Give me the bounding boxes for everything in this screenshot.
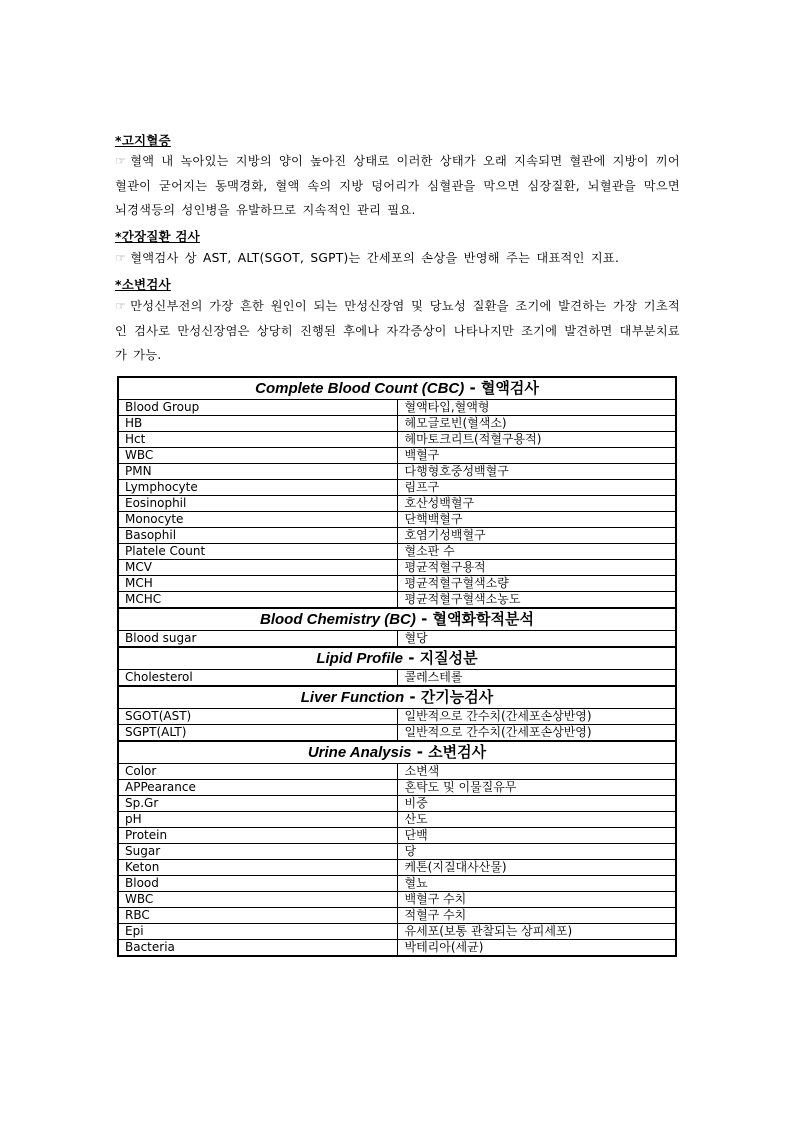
test-name-cell: Color xyxy=(118,764,397,780)
table-row xyxy=(118,576,676,592)
group-header-english: Complete Blood Count (CBC) xyxy=(255,380,465,397)
test-name-cell: Epi xyxy=(118,924,397,940)
paragraph-text: 혈액 내 녹아있는 지방의 양이 높아진 상태로 이러한 상태가 오래 지속되면 혈관에 지방이 끼어 혈관이 굳어지는 동맥경화, 혈액 속의 지방 덩어리가 심혈관을 막으면 심장질환, 뇌혈관을 막으면 뇌경색등의 성인병을 유발하므로 지속적인 관리 필요. xyxy=(115,154,680,217)
test-name-cell: Blood Group xyxy=(118,400,397,416)
test-description-cell: 콜레스테롤 xyxy=(397,670,676,687)
test-name-cell: WBC xyxy=(118,892,397,908)
test-description-cell: 평균적혈구용적 xyxy=(397,560,676,576)
test-description-cell: 혈당 xyxy=(397,631,676,648)
test-name-cell: PMN xyxy=(118,464,397,480)
section-text-hyperlipidemia xyxy=(115,149,680,223)
test-description-cell: 소변색 xyxy=(397,764,676,780)
test-name-cell: Blood xyxy=(118,876,397,892)
test-name-cell: MCV xyxy=(118,560,397,576)
test-name-cell: SGPT(ALT) xyxy=(118,725,397,742)
test-name-cell: Bacteria xyxy=(118,940,397,957)
table-row xyxy=(118,512,676,528)
test-description-cell: 림프구 xyxy=(397,480,676,496)
paragraph-text: 혈액검사 상 AST, ALT(SGOT, SGPT)는 간세포의 손상을 반영해 주는 대표적인 지표. xyxy=(130,251,620,265)
test-name-cell: APPearance xyxy=(118,780,397,796)
test-description-cell: 헤모글로빈(혈색소) xyxy=(397,416,676,432)
table-row xyxy=(118,860,676,876)
group-header-cell xyxy=(118,647,676,670)
test-name-cell: Lymphocyte xyxy=(118,480,397,496)
table-row xyxy=(118,448,676,464)
table-row xyxy=(118,709,676,725)
table-group-header xyxy=(118,686,676,709)
section-text-urine-test xyxy=(115,294,680,368)
table-row xyxy=(118,796,676,812)
table-row xyxy=(118,892,676,908)
test-description-cell: 백혈구 수치 xyxy=(397,892,676,908)
group-header-korean: - 혈액화학적분석 xyxy=(415,610,534,628)
test-description-cell: 다행형호중성백혈구 xyxy=(397,464,676,480)
table-row xyxy=(118,631,676,648)
test-name-cell: Sugar xyxy=(118,844,397,860)
test-description-cell: 헤마토크리트(적혈구용적) xyxy=(397,432,676,448)
section-title-urine-test: *소변검사 xyxy=(115,277,171,292)
table-row xyxy=(118,670,676,687)
table-row xyxy=(118,924,676,940)
test-name-cell: RBC xyxy=(118,908,397,924)
test-name-cell: Keton xyxy=(118,860,397,876)
test-description-cell: 유세포(보통 관찰되는 상피세포) xyxy=(397,924,676,940)
test-description-cell: 비중 xyxy=(397,796,676,812)
table-row xyxy=(118,876,676,892)
lab-test-table xyxy=(117,376,677,957)
test-name-cell: Eosinophil xyxy=(118,496,397,512)
test-description-cell: 호산성백혈구 xyxy=(397,496,676,512)
test-name-cell: Basophil xyxy=(118,528,397,544)
group-header-cell xyxy=(118,377,676,400)
test-description-cell: 일반적으로 간수치(간세포손상반영) xyxy=(397,709,676,725)
test-name-cell: Blood sugar xyxy=(118,631,397,648)
table-row xyxy=(118,560,676,576)
pointing-hand-icon: ☞ xyxy=(115,154,127,168)
test-description-cell: 평균적혈구혈색소농도 xyxy=(397,592,676,609)
group-header-korean: - 지질성분 xyxy=(403,649,478,667)
test-description-cell: 케톤(지질대사산물) xyxy=(397,860,676,876)
test-description-cell: 혈액타입,혈액형 xyxy=(397,400,676,416)
group-header-korean: - 소변검사 xyxy=(411,743,487,761)
test-description-cell: 일반적으로 간수치(간세포손상반영) xyxy=(397,725,676,742)
table-row xyxy=(118,528,676,544)
table-group-header xyxy=(118,377,676,400)
pointing-hand-icon: ☞ xyxy=(115,299,127,313)
table-row xyxy=(118,908,676,924)
test-description-cell: 당 xyxy=(397,844,676,860)
test-description-cell: 혈소판 수 xyxy=(397,544,676,560)
table-row xyxy=(118,844,676,860)
test-name-cell: Monocyte xyxy=(118,512,397,528)
test-description-cell: 혼탁도 및 이물질유무 xyxy=(397,780,676,796)
section-title-hyperlipidemia: *고지혈증 xyxy=(115,133,171,148)
test-name-cell: Platele Count xyxy=(118,544,397,560)
test-description-cell: 산도 xyxy=(397,812,676,828)
table-group-header xyxy=(118,647,676,670)
table-row xyxy=(118,480,676,496)
group-header-cell xyxy=(118,741,676,764)
group-header-english: Lipid Profile xyxy=(316,650,404,667)
test-name-cell: MCHC xyxy=(118,592,397,609)
table-row xyxy=(118,496,676,512)
table-group-header xyxy=(118,608,676,631)
pointing-hand-icon: ☞ xyxy=(115,251,127,265)
table-row xyxy=(118,780,676,796)
group-header-english: Liver Function xyxy=(300,689,405,706)
group-header-korean: - 간기능검사 xyxy=(404,688,494,706)
table-row xyxy=(118,592,676,609)
test-description-cell: 단백 xyxy=(397,828,676,844)
test-name-cell: Cholesterol xyxy=(118,670,397,687)
test-description-cell: 혈뇨 xyxy=(397,876,676,892)
group-header-english: Urine Analysis xyxy=(307,744,412,761)
section-title-liver-test: *간장질환 검사 xyxy=(115,229,200,244)
group-header-cell xyxy=(118,608,676,631)
group-header-cell xyxy=(118,686,676,709)
table-row xyxy=(118,400,676,416)
test-name-cell: Protein xyxy=(118,828,397,844)
section-text-liver-test xyxy=(115,246,680,271)
test-name-cell: WBC xyxy=(118,448,397,464)
table-row xyxy=(118,544,676,560)
group-header-english: Blood Chemistry (BC) xyxy=(260,611,416,628)
table-row xyxy=(118,828,676,844)
group-header-korean: - 혈액검사 xyxy=(464,379,539,397)
table-row xyxy=(118,764,676,780)
test-description-cell: 호염기성백혈구 xyxy=(397,528,676,544)
table-row xyxy=(118,812,676,828)
test-name-cell: Hct xyxy=(118,432,397,448)
test-description-cell: 단핵백혈구 xyxy=(397,512,676,528)
table-row xyxy=(118,432,676,448)
test-name-cell: SGOT(AST) xyxy=(118,709,397,725)
table-row xyxy=(118,725,676,742)
test-description-cell: 백혈구 xyxy=(397,448,676,464)
table-row xyxy=(118,416,676,432)
test-name-cell: pH xyxy=(118,812,397,828)
test-name-cell: MCH xyxy=(118,576,397,592)
test-description-cell: 평균적혈구혈색소량 xyxy=(397,576,676,592)
table-row xyxy=(118,464,676,480)
test-description-cell: 적혈구 수치 xyxy=(397,908,676,924)
test-name-cell: Sp.Gr xyxy=(118,796,397,812)
paragraph-text: 만성신부전의 가장 흔한 원인이 되는 만성신장염 및 당뇨성 질환을 조기에 발견하는 가장 기초적인 검사로 만성신장염은 상당히 진행된 후에나 자각증상이 나타나지만 조기에 발견하면 대부분치료가 가능. xyxy=(115,299,680,362)
table-group-header xyxy=(118,741,676,764)
test-name-cell: HB xyxy=(118,416,397,432)
test-description-cell: 박테리아(세균) xyxy=(397,940,676,957)
table-row xyxy=(118,940,676,957)
